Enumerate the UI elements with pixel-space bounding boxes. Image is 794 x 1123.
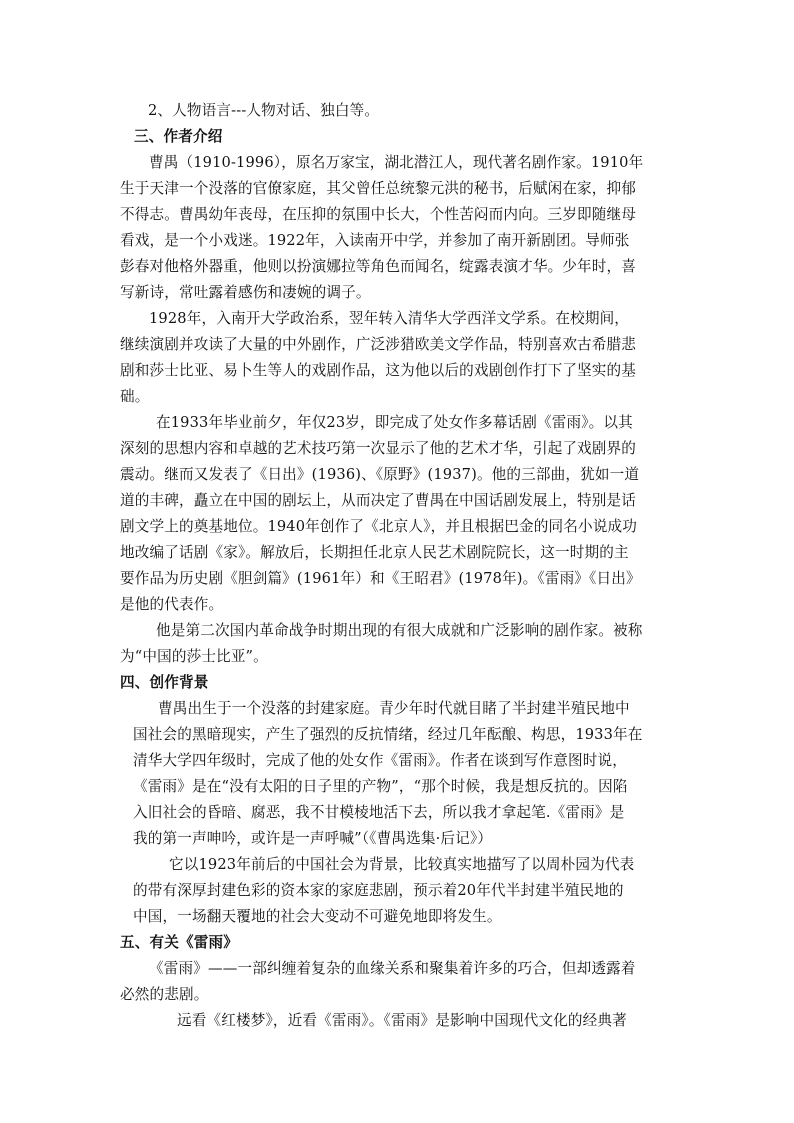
text-line: 为“中国的莎士比亚”。 [120, 648, 268, 665]
text-line: 看戏，是一个小戏迷。1922年，入读南开中学，并参加了南开新剧团。导师张 [120, 232, 630, 249]
text-line: 生于天津一个没落的官僚家庭，其父曾任总统黎元洪的秘书，后赋闲在家，抑郁 [120, 180, 637, 197]
text-line: 是他的代表作。 [120, 596, 224, 613]
text-line: 要作品为历史剧《胆剑篇》(1961年）和《王昭君》(1978年)。《雷雨》《日出》 [120, 570, 641, 587]
text-line: 1928年，入南开大学政治系，翌年转入清华大学西洋文学系。在校期间， [149, 310, 630, 327]
text-line: 深刻的思想内容和卓越的艺术技巧第一次显示了他的艺术才华，引起了戏剧界的 [120, 440, 637, 457]
text-line: 他是第二次国内革命战争时期出现的有很大成就和广泛影响的剧作家。被称 [156, 622, 643, 639]
text-line: 不得志。曹禺幼年丧母，在压抑的氛围中长大，个性苦闷而内向。三岁即随继母 [120, 206, 637, 223]
text-line: 清华大学四年级时，完成了他的处女作《雷雨》。作者在谈到写作意图时说， [133, 752, 627, 769]
text-line: 剧和莎士比亚、易卜生等人的戏剧作品，这为他以后的戏剧创作打下了坚实的基 [120, 362, 637, 379]
text-line: 道的丰碑，矗立在中国的剧坛上，从而决定了曹禺在中国话剧发展上，特别是话 [120, 492, 637, 509]
text-line: 远看《红楼梦》，近看《雷雨》。《雷雨》是影响中国现代文化的经典著 [177, 1012, 627, 1029]
text-line: 在1933年毕业前夕，年仅23岁，即完成了处女作多幕话剧《雷雨》。以其 [156, 414, 633, 431]
text-line: 彭春对他格外器重，他则以扮演娜拉等角色而闻名，绽露表演才华。少年时，喜 [120, 258, 637, 275]
text-line: 2、人物语言---人物对话、独白等。 [148, 102, 380, 119]
text-line: 中国，一场翻天覆地的社会大变动不可避免地即将发生。 [133, 908, 502, 925]
text-line: 础。 [120, 388, 150, 405]
text-line: 地改编了话剧《家》。解放后，长期担任北京人民艺术剧院院长，这一时期的主 [120, 544, 629, 561]
section-heading: 四、创作背景 [120, 674, 209, 691]
document-body [120, 98, 676, 1034]
text-line: 剧文学上的奠基地位。1940年创作了《北京人》，并且根据巴金的同名小说成功 [120, 518, 637, 535]
text-line: 曹禺（1910-1996），原名万家宝，湖北潜江人，现代著名剧作家。1910年 [149, 154, 644, 171]
text-line: 震动。继而又发表了《日出》(1936)、《原野》(1937)。他的三部曲，犹如一道 [120, 466, 640, 483]
section-heading: 五、有关《雷雨》 [120, 934, 238, 951]
text-line: 入旧社会的昏暗、腐恶，我不甘模棱地活下去，所以我才拿起笔.《雷雨》是 [133, 804, 625, 821]
text-line: 继续演剧并攻读了大量的中外剧作，广泛涉猎欧美文学作品，特别喜欢古希腊悲 [120, 336, 637, 353]
text-line: 它以1923年前后的中国社会为背景，比较真实地描写了以周朴园为代表 [169, 856, 635, 873]
text-line: 《雷雨》是在“没有太阳的日子里的产物”，“那个时候，我是想反抗的。因陷 [133, 778, 628, 795]
text-line: 写新诗，常吐露着感伤和凄婉的调子。 [120, 284, 371, 301]
text-line: 《雷雨》——一部纠缠着复杂的血缘关系和聚集着许多的巧合，但却透露着 [149, 960, 636, 977]
text-line: 曹禺出生于一个没落的封建家庭。青少年时代就目睹了半封建半殖民地中 [158, 700, 630, 717]
text-line: 的带有深厚封建色彩的资本家的家庭悲剧，预示着20年代半封建半殖民地的 [133, 882, 624, 899]
text-line: 我的第一声呻吟，或许是一声呼喊”（《曹禺选集·后记》） [133, 830, 493, 847]
section-heading: 三、作者介绍 [134, 128, 223, 145]
text-line: 国社会的黑暗现实，产生了强烈的反抗情绪，经过几年酝酿、构思，1933年在 [133, 726, 643, 743]
text-line: 必然的悲剧。 [120, 986, 209, 1003]
